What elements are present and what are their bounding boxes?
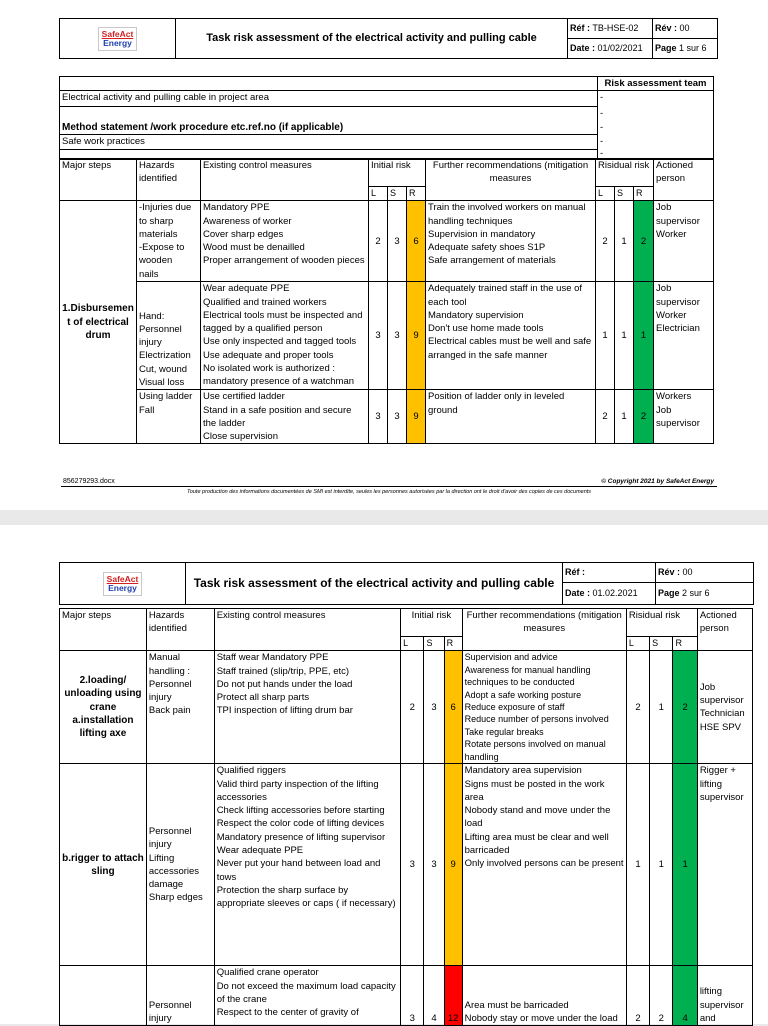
page1-assessment-table [59,158,714,444]
controls-cell: Qualified crane operator Do not exceed the maximum load capacity of the crane Respect to the center of gravity of [214,966,400,1026]
residual-l: 2 [626,651,649,764]
col-actioned: Actioned person [697,609,752,651]
col-initial-l: L [369,187,388,201]
col-further: Further recommendations (mitigation measures [462,609,626,651]
residual-r: 1 [634,282,654,390]
initial-s: 3 [388,282,407,390]
hazard-cell: -Injuries due to sharp materials -Expose to wooden nails [137,201,201,282]
initial-l: 3 [369,282,388,390]
page1-page-number: Page 1 sur 6 [653,39,718,59]
page1-logo [60,19,176,59]
initial-l: 2 [401,651,424,764]
actioned-cell: Rigger + lifting supervisor [697,764,752,966]
residual-s: 1 [650,764,673,966]
footer-doc-ref: 856279293.docx [63,478,115,485]
hazard-cell: Personnel injury [146,966,214,1026]
col-initial-l: L [401,637,424,651]
further-cell: Position of ladder only in leveled ground [426,390,596,444]
risk-assessment-team-header: Risk assessment team [598,77,714,91]
col-major-steps: Major steps [60,159,137,201]
col-residual-r: R [634,187,654,201]
initial-l: 3 [401,966,424,1026]
col-initial-risk: Initial risk [401,609,462,637]
residual-r: 1 [673,764,697,966]
residual-s: 1 [650,651,673,764]
col-actioned: Actioned person [654,159,714,201]
major-step-label: b.rigger to attach sling [60,764,147,966]
col-hazards: Hazards identified [137,159,201,201]
page2-header-table [59,562,754,605]
residual-s: 1 [615,282,634,390]
hazard-cell: Personnel injury Lifting accessories damage Sharp edges [146,764,214,966]
col-initial-r: R [407,187,426,201]
further-cell: Area must be barricaded Nobody stay or move under the load [462,966,626,1026]
initial-r: 9 [407,282,426,390]
team-member-4: - [598,135,714,149]
col-initial-s: S [388,187,407,201]
col-initial-s: S [424,637,444,651]
residual-s: 1 [615,201,634,282]
col-residual-s: S [650,637,673,651]
page2-rev: Rév : 00 [656,563,754,583]
col-initial-risk: Initial risk [369,159,426,187]
residual-r: 2 [673,651,697,764]
residual-l: 2 [596,390,615,444]
table-row [60,282,714,390]
actioned-cell: Job supervisor Worker [654,201,714,282]
initial-r: 6 [407,201,426,282]
col-controls: Existing control measures [214,609,400,651]
col-major-steps: Major steps [60,609,147,651]
hazard-cell: Hand: Personnel injury Electrization Cut, wound Visual loss [137,282,201,390]
residual-l: 1 [596,282,615,390]
residual-s: 2 [650,966,673,1026]
col-residual-r: R [673,637,697,651]
initial-r: 9 [407,390,426,444]
table-row [60,201,714,282]
initial-r: 6 [444,651,462,764]
page2-column-header-row [60,609,753,637]
col-residual-risk: Risidual risk [596,159,654,187]
team-member-5: - [598,149,714,159]
page1-header-table [59,18,718,59]
initial-l: 2 [369,201,388,282]
col-residual-risk: Risidual risk [626,609,697,637]
initial-s: 3 [424,764,444,966]
table-row [60,390,714,444]
page2-ref: Réf : [563,563,656,583]
col-residual-l: L [596,187,615,201]
page1-ref: Réf : TB-HSE-02 [568,19,653,39]
initial-s: 3 [388,390,407,444]
team-member-3: - [598,121,714,135]
initial-l: 3 [369,390,388,444]
footer-divider [61,486,717,487]
actioned-cell: Job supervisor Worker Electrician [654,282,714,390]
residual-r: 2 [634,390,654,444]
further-cell: Adequately trained staff in the use of each tool Mandatory supervision Don't use home made tools Electrical cables must be well and safe arranged in the safe manner [426,282,596,390]
hazard-cell: Using ladder Fall [137,390,201,444]
page2-date: Date : 01.02.2021 [563,583,656,605]
residual-r: 2 [634,201,654,282]
residual-l: 2 [626,966,649,1026]
controls-cell: Qualified riggers Valid third party inspection of the lifting accessories Check lifting accessories before starting Respect the color code of lifting devices Mandatory presence of lifting supervisor Wear adequate PPE Never put your hand between load and tows Protection the sharp surface by appropriate sleeves or caps ( if necessary) [214,764,400,966]
document-page-1 [0,0,768,510]
further-cell: Mandatory area supervision Signs must be posted in the work area Nobody stand and move under the load Lifting area must be clear and well barricaded Only involved persons can be present [462,764,626,966]
initial-r: 9 [444,764,462,966]
further-cell: Supervision and advice Awareness for manual handling techniques to be conducted Adopt a safe working posture Reduce exposure of staff Reduce number of persons involved Take regular breaks Rotate persons involved on manual handling [462,651,626,764]
major-step-label: 1.Disbursemen t of electrical drum [60,201,137,444]
col-residual-s: S [615,187,634,201]
document-page-2 [0,525,768,1024]
team-member-2: - [598,107,714,121]
controls-cell: Use certified ladder Stand in a safe position and secure the ladder Close supervision [201,390,369,444]
controls-cell: Staff wear Mandatory PPE Staff trained (slip/trip, PPE, etc) Do not put hands under the load Protect all sharp parts TPI inspection of lifting drum bar [214,651,400,764]
major-step-label: 2.loading/ unloading using crane a.installation lifting axe [60,651,147,764]
page2-page-number: Page 2 sur 6 [656,583,754,605]
actioned-cell: Job supervisor Technician HSE SPV [697,651,752,764]
page1-column-header-row [60,159,714,187]
initial-s: 3 [388,201,407,282]
page2-document-title: Task risk assessment of the electrical activity and pulling cable [186,563,563,605]
further-cell: Train the involved workers on manual handling techniques Supervision in mandatory Adequate safety shoes S1P Safe arrangement of materials [426,201,596,282]
controls-cell: Wear adequate PPE Qualified and trained workers Electrical tools must be inspected and tagged by a qualified person Use only inspected and tagged tools Use adequate and proper tools No isolated work is authorized : mandatory presence of a watchman [201,282,369,390]
residual-l: 1 [626,764,649,966]
page1-rev: Rév : 00 [653,19,718,39]
col-hazards: Hazards identified [146,609,214,651]
col-residual-l: L [626,637,649,651]
footer-copyright: © Copyright 2021 by SafeAct Energy [601,478,714,485]
page2-logo [60,563,186,605]
safe-work-practices: Safe work practices [60,135,598,149]
actioned-cell: Workers Job supervisor [654,390,714,444]
col-controls: Existing control measures [201,159,369,201]
initial-s: 3 [424,651,444,764]
initial-l: 3 [401,764,424,966]
page2-assessment-table [59,608,753,1026]
hazard-cell: Manual handling : Personnel injury Back pain [146,651,214,764]
footer-confidentiality-note: Toute production des informations documentées de SMI est interdite, seules les personnes autorisées par la direction ont le droit d'avoir des copies de ces documents [186,489,592,495]
initial-r: 12 [444,966,462,1026]
residual-r: 4 [673,966,697,1026]
activity-description: Electrical activity and pulling cable in project area [60,91,598,107]
team-member-1: - [598,91,714,107]
col-further: Further recommendations (mitigation measures [426,159,596,201]
safeact-logo: SafeAct Energy [103,572,143,596]
page1-date: Date : 01/02/2021 [568,39,653,59]
col-initial-r: R [444,637,462,651]
initial-s: 4 [424,966,444,1026]
controls-cell: Mandatory PPE Awareness of worker Cover sharp edges Wood must be denailled Proper arrangement of wooden pieces [201,201,369,282]
method-statement-label: Method statement /work procedure etc.ref.no (if applicable) [60,121,598,135]
residual-s: 1 [615,390,634,444]
actioned-cell: lifting supervisor and [697,966,752,1026]
safeact-logo: SafeAct Energy [98,27,138,51]
major-step-label [60,966,147,1026]
page1-intro-table [59,76,714,160]
table-row [60,651,753,764]
page1-document-title: Task risk assessment of the electrical activity and pulling cable [176,19,568,59]
residual-l: 2 [596,201,615,282]
table-row [60,764,753,966]
table-row [60,966,753,1026]
